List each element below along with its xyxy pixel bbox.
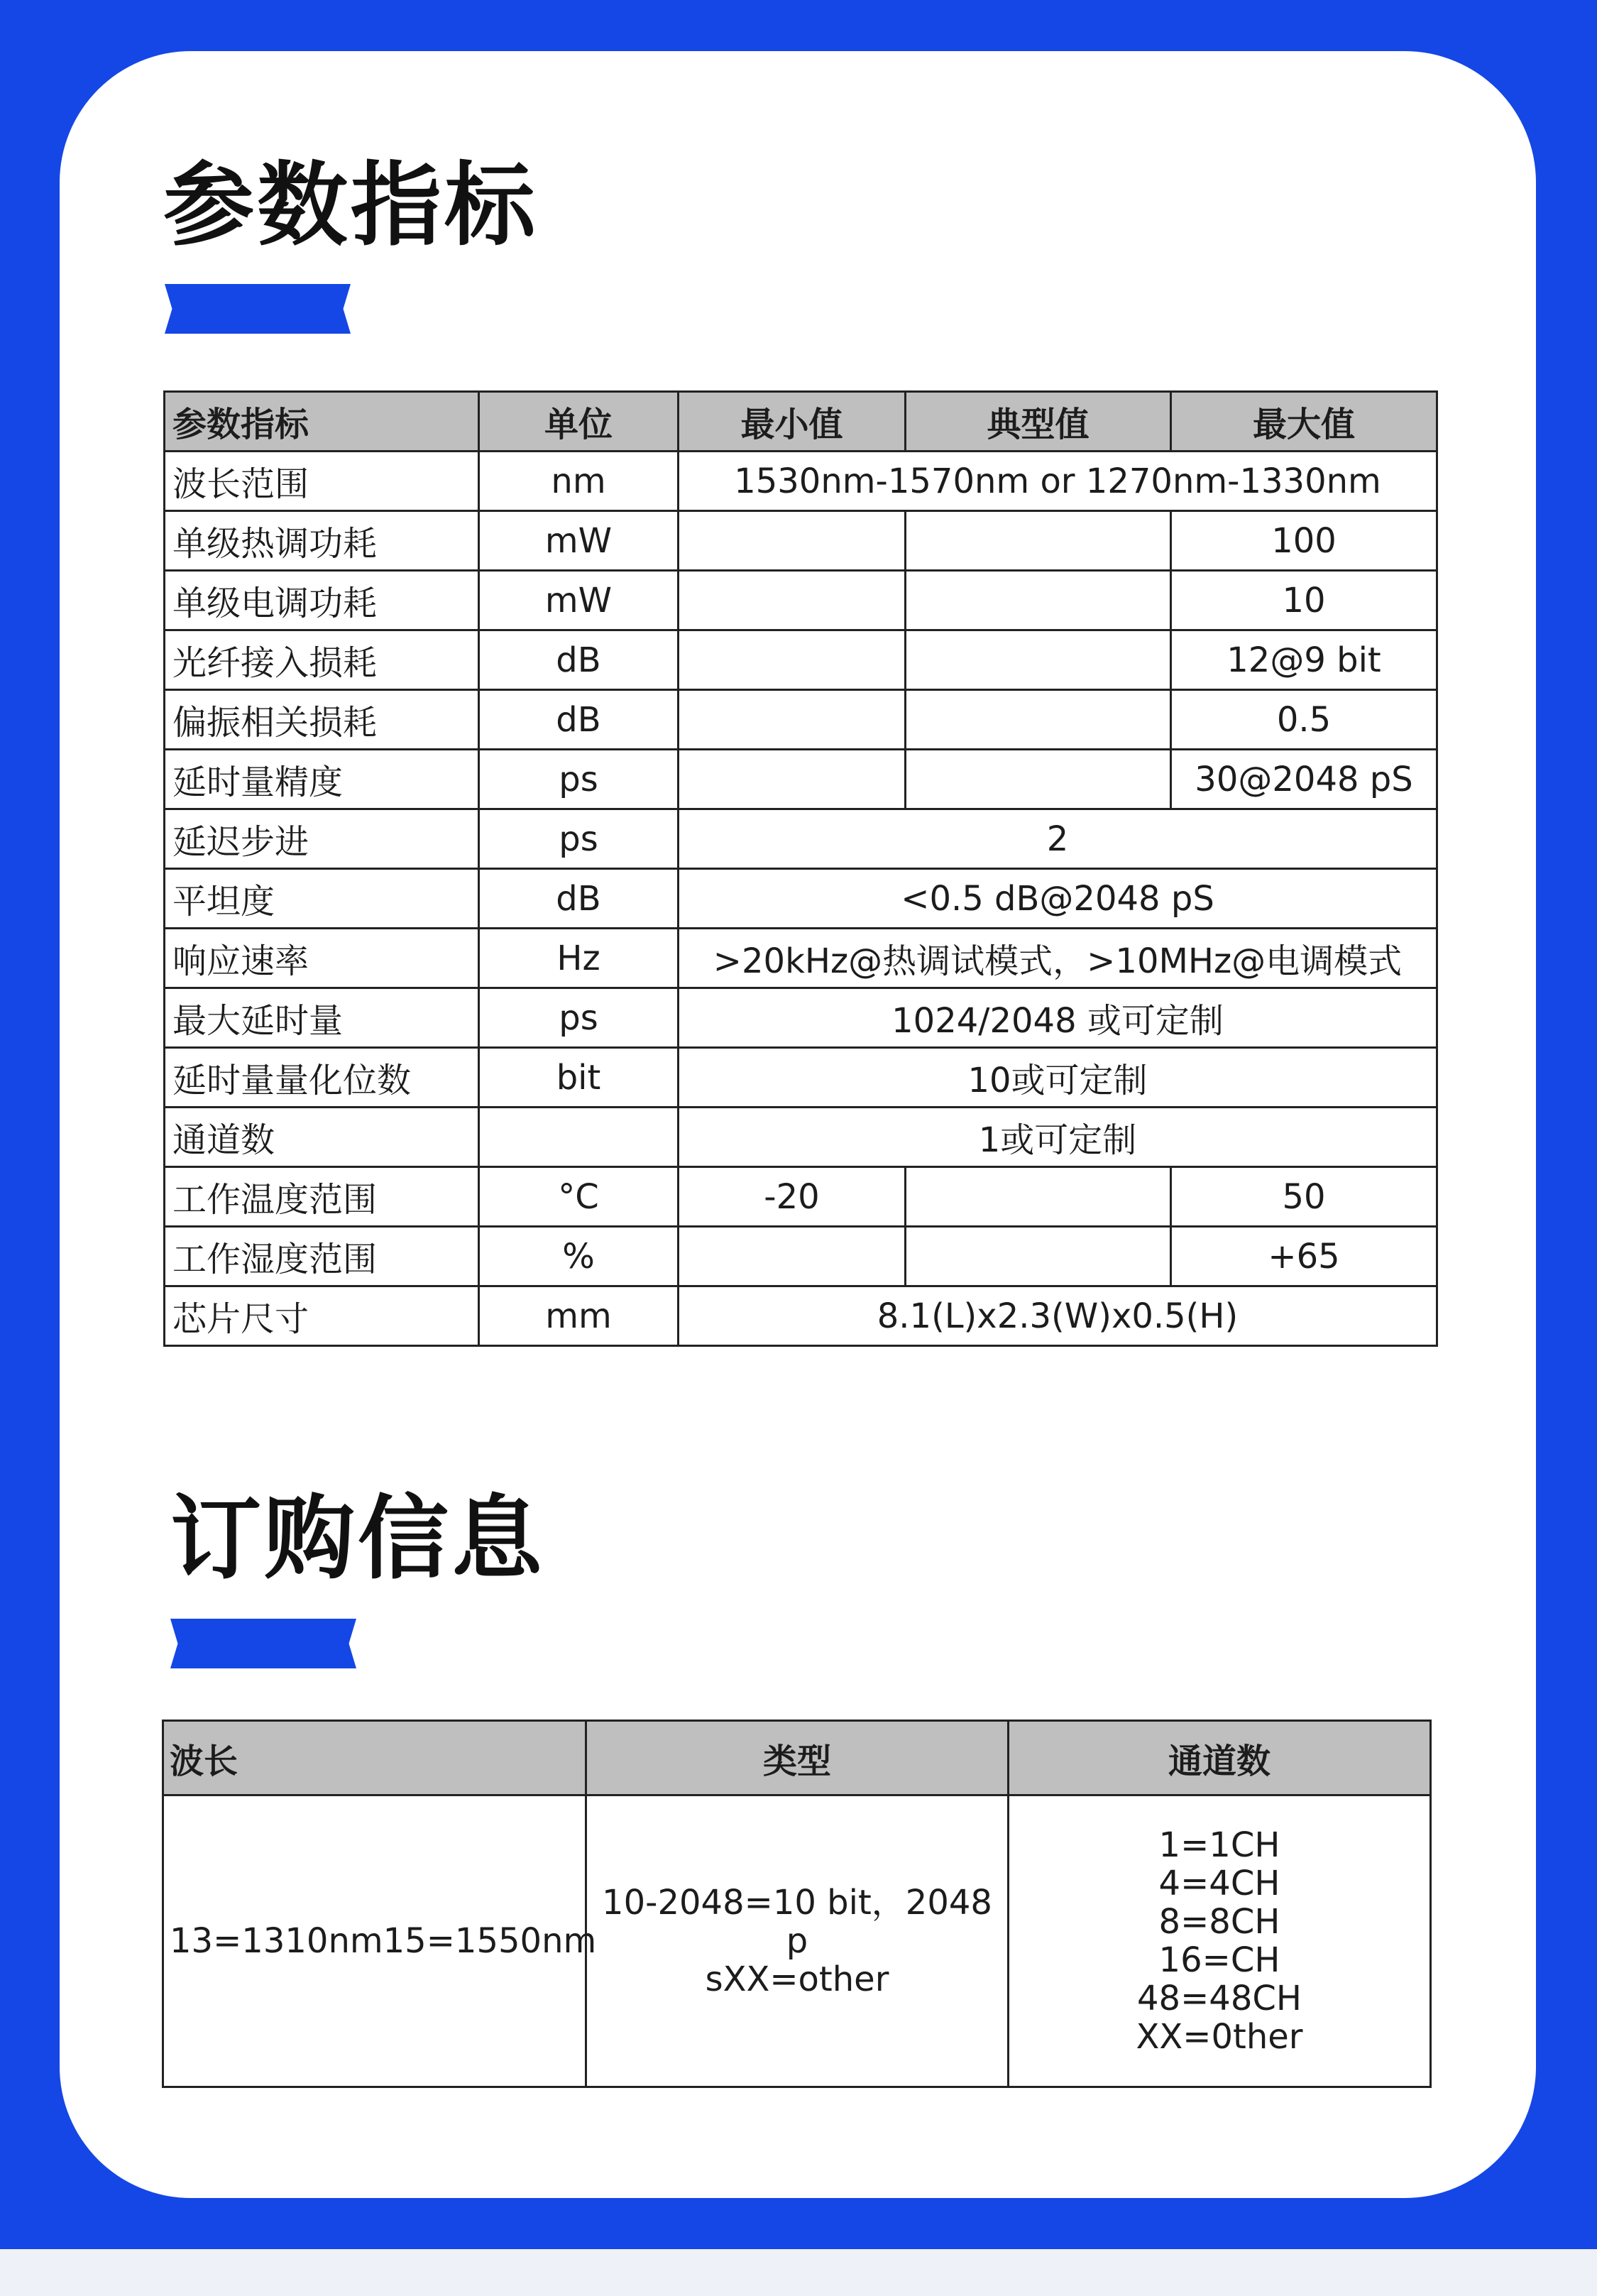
param-max: +65 bbox=[1171, 1227, 1437, 1286]
param-min bbox=[679, 511, 906, 571]
param-max: 0.5 bbox=[1171, 690, 1437, 750]
param-unit: bit bbox=[479, 1048, 679, 1108]
header-type: 类型 bbox=[586, 1721, 1009, 1795]
param-merged-value: 8.1(L)x2.3(W)x0.5(H) bbox=[679, 1286, 1437, 1346]
param-merged-value: 1530nm-1570nm or 1270nm-1330nm bbox=[679, 452, 1437, 511]
param-typ bbox=[906, 690, 1171, 750]
table-row bbox=[165, 869, 1437, 929]
param-max: 50 bbox=[1171, 1167, 1437, 1227]
param-name: 工作温度范围 bbox=[165, 1167, 479, 1227]
params-table bbox=[163, 390, 1438, 1347]
table-row bbox=[165, 1048, 1437, 1108]
param-max: 100 bbox=[1171, 511, 1437, 571]
param-unit bbox=[479, 1108, 679, 1167]
param-name: 波长范围 bbox=[165, 452, 479, 511]
param-unit: dB bbox=[479, 630, 679, 690]
table-row bbox=[165, 750, 1437, 809]
order-channels bbox=[1009, 1795, 1431, 2087]
table-row bbox=[165, 1286, 1437, 1346]
param-name: 延时量精度 bbox=[165, 750, 479, 809]
order-wavelength: 13=1310nm15=1550nm bbox=[163, 1795, 586, 2087]
param-typ bbox=[906, 1227, 1171, 1286]
table-row bbox=[165, 511, 1437, 571]
param-name: 单级电调功耗 bbox=[165, 571, 479, 630]
table-row bbox=[165, 630, 1437, 690]
param-unit: ps bbox=[479, 988, 679, 1048]
param-unit: mm bbox=[479, 1286, 679, 1346]
param-name: 延时量量化位数 bbox=[165, 1048, 479, 1108]
params-title-accent-bar bbox=[165, 284, 351, 334]
channel-line: 16=CH bbox=[1158, 1940, 1280, 1980]
header-typ: 典型值 bbox=[906, 392, 1171, 452]
param-name: 光纤接入损耗 bbox=[165, 630, 479, 690]
param-name: 最大延时量 bbox=[165, 988, 479, 1048]
param-unit: mW bbox=[479, 511, 679, 571]
param-name: 延迟步进 bbox=[165, 809, 479, 869]
param-merged-value: 1或可定制 bbox=[679, 1108, 1437, 1167]
param-merged-value: 2 bbox=[679, 809, 1437, 869]
param-max: 12@9 bit bbox=[1171, 630, 1437, 690]
type-line: 10-2048=10 bit，2048 p bbox=[602, 1883, 992, 1961]
header-min: 最小值 bbox=[679, 392, 906, 452]
param-name: 工作湿度范围 bbox=[165, 1227, 479, 1286]
param-typ bbox=[906, 511, 1171, 571]
param-min bbox=[679, 571, 906, 630]
param-merged-value: <0.5 dB@2048 pS bbox=[679, 869, 1437, 929]
header-param: 参数指标 bbox=[165, 392, 479, 452]
param-unit: nm bbox=[479, 452, 679, 511]
table-row bbox=[165, 929, 1437, 988]
table-row bbox=[165, 1108, 1437, 1167]
table-row bbox=[165, 452, 1437, 511]
param-unit: ps bbox=[479, 750, 679, 809]
params-title: 参数指标 bbox=[163, 153, 539, 258]
header-max: 最大值 bbox=[1171, 392, 1437, 452]
table-row bbox=[165, 571, 1437, 630]
param-typ bbox=[906, 750, 1171, 809]
table-row bbox=[165, 988, 1437, 1048]
header-unit: 单位 bbox=[479, 392, 679, 452]
order-header-row bbox=[163, 1721, 1431, 1795]
param-unit: mW bbox=[479, 571, 679, 630]
order-type bbox=[586, 1795, 1009, 2087]
table-row bbox=[165, 1227, 1437, 1286]
header-wavelength: 波长 bbox=[163, 1721, 586, 1795]
channel-line: 8=8CH bbox=[1158, 1902, 1280, 1942]
param-min bbox=[679, 690, 906, 750]
channel-line: 4=4CH bbox=[1158, 1864, 1280, 1903]
order-title: 订购信息 bbox=[170, 1486, 546, 1592]
bottom-strip bbox=[0, 2249, 1597, 2296]
param-unit: ps bbox=[479, 809, 679, 869]
param-merged-value: 10或可定制 bbox=[679, 1048, 1437, 1108]
param-merged-value: >20kHz@热调试模式，>10MHz@电调模式 bbox=[679, 929, 1437, 988]
param-typ bbox=[906, 1167, 1171, 1227]
param-max: 30@2048 pS bbox=[1171, 750, 1437, 809]
params-header-row bbox=[165, 392, 1437, 452]
channel-line: 1=1CH bbox=[1158, 1825, 1280, 1865]
param-unit: dB bbox=[479, 869, 679, 929]
channel-line: XX=0ther bbox=[1136, 2017, 1303, 2057]
param-name: 单级热调功耗 bbox=[165, 511, 479, 571]
param-min bbox=[679, 1227, 906, 1286]
param-unit: °C bbox=[479, 1167, 679, 1227]
param-name: 通道数 bbox=[165, 1108, 479, 1167]
param-typ bbox=[906, 571, 1171, 630]
header-channels: 通道数 bbox=[1009, 1721, 1431, 1795]
order-table bbox=[162, 1720, 1432, 2088]
param-name: 偏振相关损耗 bbox=[165, 690, 479, 750]
table-row bbox=[165, 1167, 1437, 1227]
param-max: 10 bbox=[1171, 571, 1437, 630]
param-min: -20 bbox=[679, 1167, 906, 1227]
param-unit: dB bbox=[479, 690, 679, 750]
order-title-accent-bar bbox=[170, 1619, 356, 1668]
param-name: 平坦度 bbox=[165, 869, 479, 929]
param-name: 响应速率 bbox=[165, 929, 479, 988]
param-min bbox=[679, 750, 906, 809]
param-unit: Hz bbox=[479, 929, 679, 988]
channel-line: 48=48CH bbox=[1137, 1979, 1302, 2018]
param-unit: % bbox=[479, 1227, 679, 1286]
param-min bbox=[679, 630, 906, 690]
table-row bbox=[165, 809, 1437, 869]
table-row bbox=[163, 1795, 1431, 2087]
type-line: sXX=other bbox=[705, 1959, 889, 1999]
param-name: 芯片尺寸 bbox=[165, 1286, 479, 1346]
param-merged-value: 1024/2048 或可定制 bbox=[679, 988, 1437, 1048]
table-row bbox=[165, 690, 1437, 750]
param-typ bbox=[906, 630, 1171, 690]
